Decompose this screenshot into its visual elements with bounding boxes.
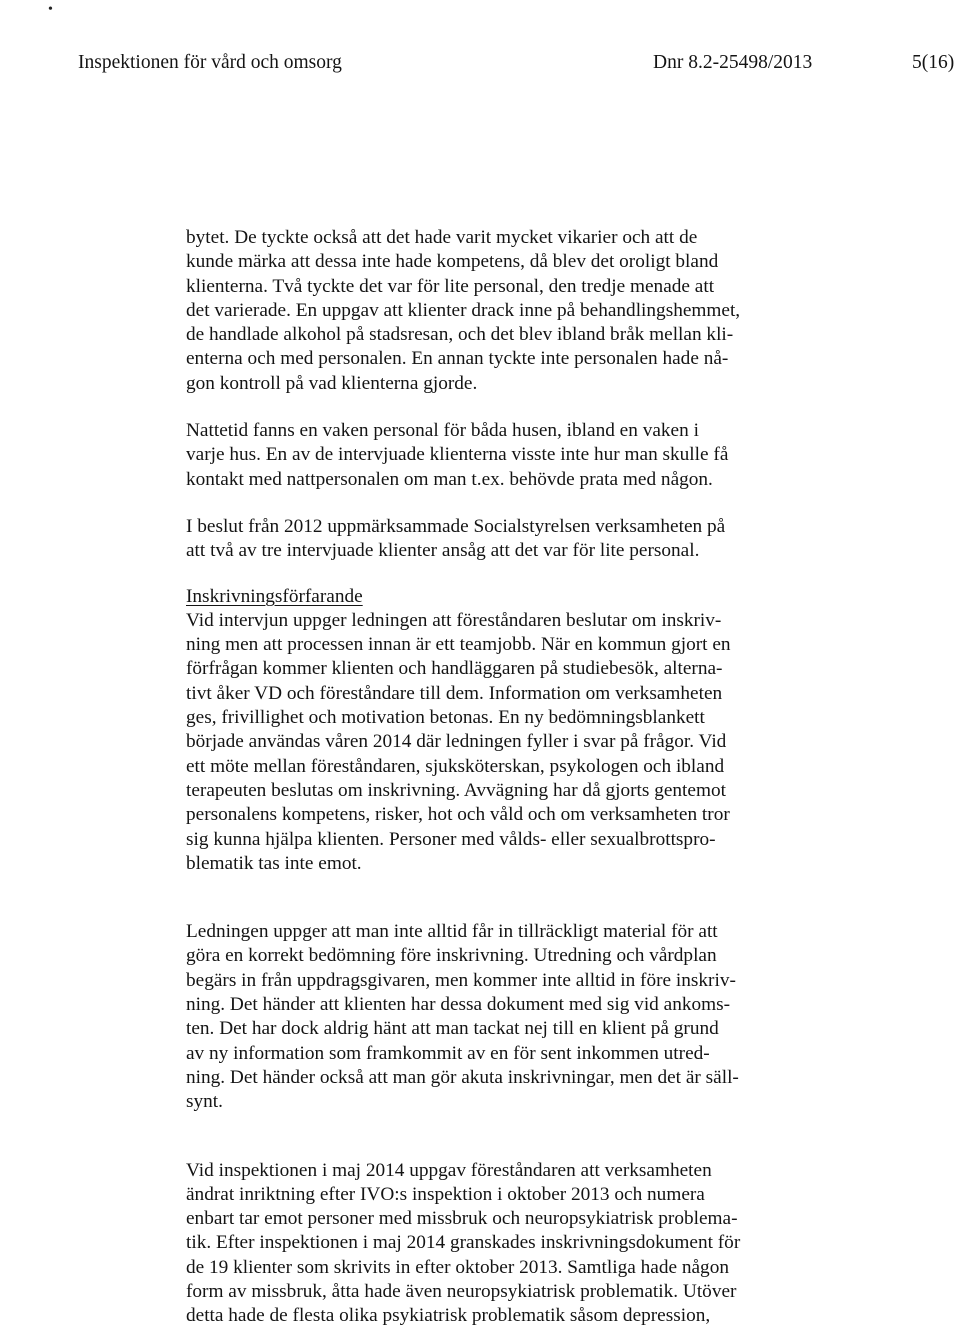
text-line: varje hus. En av de intervjuade klienterna visste inte hur man skulle få <box>186 444 729 466</box>
text-line: kontakt med nattpersonalen om man t.ex. behövde prata med någon. <box>186 468 713 490</box>
text-line: av ny information som framkommit av en för sent inkommen utred- <box>186 1042 710 1064</box>
text-line: begärs in från uppdragsgivaren, men kommer inte alltid in före inskriv- <box>186 969 736 991</box>
text-line: gon kontroll på vad klienterna gjorde. <box>186 372 478 394</box>
text-line: I beslut från 2012 uppmärksammade Socialstyrelsen verksamheten på <box>186 515 726 537</box>
text-line: enbart tar emot personer med missbruk och neuropsykiatrisk problema- <box>186 1208 738 1230</box>
text-line: att två av tre intervjuade klienter ansåg att det var för lite personal. <box>186 540 700 562</box>
paragraph-night-staff <box>186 419 786 492</box>
text-line: började användas våren 2014 där ledningen fyller i svar på frågor. Vid <box>186 731 727 753</box>
organization-name: Inspektionen för vård och omsorg <box>78 52 342 73</box>
text-line: Vid intervjun uppger ledningen att föreståndaren beslutar om inskriv- <box>186 609 722 631</box>
text-line: blematik tas inte emot. <box>186 852 362 874</box>
text-line: detta hade de flesta olika psykiatrisk problematik såsom depression, <box>186 1305 711 1327</box>
text-line: förfrågan kommer klienten och handläggaren på studiebesök, alterna- <box>186 658 723 680</box>
section-heading: Inskrivningsförfarande <box>186 585 363 607</box>
text-line: kunde märka att dessa inte hade kompetens, då blev det oroligt bland <box>186 251 719 273</box>
paragraph-intake-process <box>186 609 786 876</box>
text-line: terapeuten beslutas om inskrivning. Avvägning har då gjorts gentemot <box>186 779 726 801</box>
page-number: 5(16) <box>912 52 955 73</box>
page-header <box>78 50 958 76</box>
text-line: de 19 klienter som skrivits in efter oktober 2013. Samtliga hade någon <box>186 1256 729 1278</box>
text-line: tik. Efter inspektionen i maj 2014 granskades inskrivningsdokument för <box>186 1232 741 1254</box>
text-line: ges, frivillighet och motivation betonas. En ny bedömningsblankett <box>186 707 705 729</box>
stray-mark: • <box>48 2 53 17</box>
registration-number: Dnr 8.2-25498/2013 <box>653 52 813 73</box>
paragraph-inspection-2014 <box>186 1159 786 1329</box>
text-line: ett möte mellan föreståndaren, sjuksköterskan, psykologen och ibland <box>186 755 725 777</box>
text-line: ändrat inriktning efter IVO:s inspektion i oktober 2013 och numera <box>186 1183 705 1205</box>
text-line: tivt åker VD och föreståndare till dem. Information om verksamheten <box>186 682 723 704</box>
section-intake <box>186 585 786 1329</box>
text-line: ning. Det händer att klienten har dessa dokument med sig vid ankoms- <box>186 994 731 1016</box>
text-line: personalens kompetens, risker, hot och våld och om verksamheten tror <box>186 804 730 826</box>
paragraph-staffing <box>186 226 786 396</box>
text-line: göra en korrekt bedömning före inskrivning. Utredning och vårdplan <box>186 945 717 967</box>
text-line: form av missbruk, åtta hade även neuropsykiatrisk problematik. Utöver <box>186 1280 737 1302</box>
text-line: Nattetid fanns en vaken personal för båda husen, ibland en vaken i <box>186 420 699 442</box>
document-body <box>186 226 786 1329</box>
text-line: det varierade. En uppgav att klienter drack inne på behandlingshemmet, <box>186 299 741 321</box>
text-line: Vid inspektionen i maj 2014 uppgav föreståndaren att verksamheten <box>186 1159 712 1181</box>
paragraph-2012-decision <box>186 515 786 564</box>
text-line: klienterna. Två tyckte det var för lite personal, den tredje menade att <box>186 275 715 297</box>
text-line: bytet. De tyckte också att det hade varit mycket vikarier och att de <box>186 227 698 248</box>
text-line: ning. Det händer också att man gör akuta inskrivningar, men det är säll- <box>186 1066 739 1088</box>
text-line: enterna och med personalen. En annan tyckte inte personalen hade nå- <box>186 348 729 370</box>
text-line: Ledningen uppger att man inte alltid får in tillräckligt material för att <box>186 921 718 943</box>
text-line: sig kunna hjälpa klienten. Personer med vålds- eller sexualbrottspro- <box>186 828 716 850</box>
text-line: de handlade alkohol på stadsresan, och det blev ibland bråk mellan kli- <box>186 324 734 346</box>
text-line: ten. Det har dock aldrig hänt att man tackat nej till en klient på grund <box>186 1018 719 1040</box>
text-line: ning men att processen innan är ett teamjobb. När en kommun gjort en <box>186 634 731 656</box>
text-line: synt. <box>186 1091 223 1113</box>
paragraph-material <box>186 920 786 1114</box>
